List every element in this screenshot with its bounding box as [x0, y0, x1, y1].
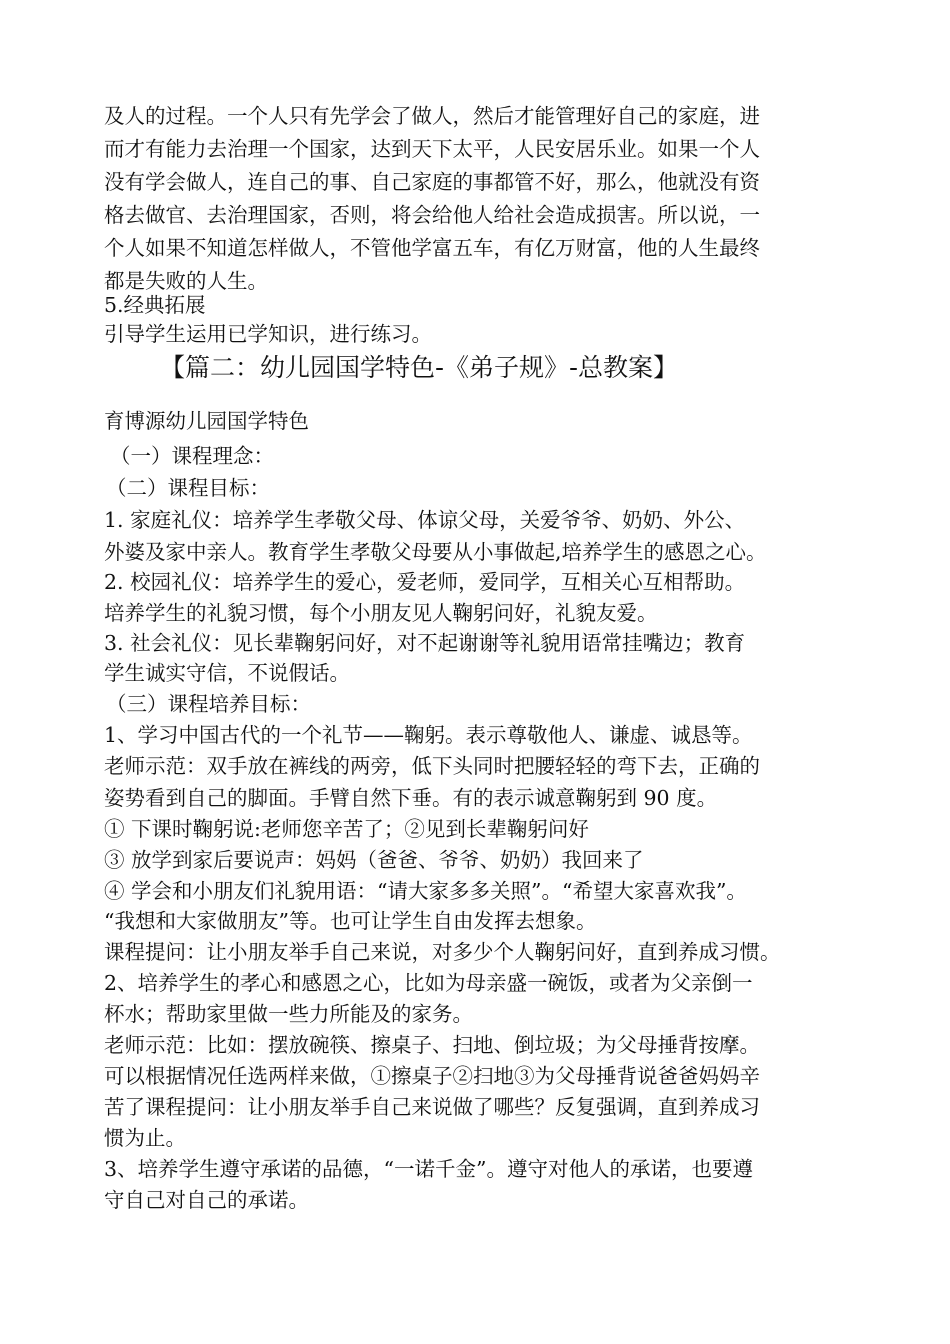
body-line: ④ 学会和小朋友们礼貌用语：“请大家多多关照”。“希望大家喜欢我”。	[104, 879, 747, 903]
paragraph-line: 格去做官、去治理国家，否则，将会给他人给社会造成损害。所以说，一	[104, 203, 760, 227]
body-line: 老师示范：双手放在裤线的两旁，低下头同时把腰轻轻的弯下去，正确的	[104, 754, 760, 778]
document-title: 【篇二：幼儿园国学特色-《弟子规》-总教案】	[160, 353, 679, 382]
paragraph-line: 都是失败的人生。	[104, 269, 268, 293]
body-line: 1. 家庭礼仪：培养学生孝敬父母、体谅父母，关爱爷爷、奶奶、外公、	[104, 508, 746, 532]
body-line: 2、培养学生的孝心和感恩之心，比如为母亲盛一碗饭，或者为父亲倒一	[104, 971, 753, 995]
section-text: 引导学生运用已学知识，进行练习。	[104, 322, 432, 346]
body-line: 守自己对自己的承诺。	[104, 1188, 309, 1212]
body-line: ③ 放学到家后要说声：妈妈（爸爸、爷爷、奶奶）我回来了	[104, 848, 644, 872]
paragraph-line: 及人的过程。一个人只有先学会了做人，然后才能管理好自己的家庭，进	[104, 104, 760, 128]
body-line: 课程提问：让小朋友举手自己来说，对多少个人鞠躬问好，直到养成习惯。	[104, 940, 781, 964]
body-line: 杯水；帮助家里做一些力所能及的家务。	[104, 1002, 473, 1026]
body-line: 外婆及家中亲人。教育学生孝敬父母要从小事做起,培养学生的感恩之心。	[104, 540, 767, 564]
body-line: （二）课程目标：	[106, 476, 270, 500]
body-line: 1、学习中国古代的一个礼节——鞠躬。表示尊敬他人、谦虚、诚恳等。	[104, 723, 753, 747]
body-line: 可以根据情况任选两样来做，①擦桌子②扫地③为父母捶背说爸爸妈妈辛	[104, 1064, 760, 1088]
body-line: 3. 社会礼仪：见长辈鞠躬问好，对不起谢谢等礼貌用语常挂嘴边；教育	[104, 631, 746, 655]
body-line: 惯为止。	[104, 1126, 186, 1150]
body-line: 3、培养学生遵守承诺的品德，“一诺千金”。遵守对他人的承诺，也要遵	[104, 1157, 754, 1181]
body-line: 2. 校园礼仪：培养学生的爱心，爱老师，爱同学，互相关心互相帮助。	[104, 570, 746, 594]
body-line: 老师示范：比如：摆放碗筷、擦桌子、扫地、倒垃圾；为父母捶背按摩。	[104, 1033, 760, 1057]
body-line: 姿势看到自己的脚面。手臂自然下垂。有的表示诚意鞠躬到 90 度。	[104, 786, 718, 810]
paragraph-line: 个人如果不知道怎样做人，不管他学富五车，有亿万财富，他的人生最终	[104, 236, 760, 260]
body-line: 苦了课程提问：让小朋友举手自己来说做了哪些？反复强调，直到养成习	[104, 1095, 760, 1119]
body-line: 学生诚实守信，不说假话。	[104, 661, 350, 685]
body-line: （三）课程培养目标：	[106, 692, 311, 716]
paragraph-line: 而才有能力去治理一个国家，达到天下太平，人民安居乐业。如果一个人	[104, 137, 760, 161]
body-line: （一）课程理念：	[110, 444, 274, 468]
body-line: 培养学生的礼貌习惯，每个小朋友见人鞠躬问好，礼貌友爱。	[104, 601, 658, 625]
body-line: “我想和大家做朋友”等。也可让学生自由发挥去想象。	[104, 909, 597, 933]
body-line: ① 下课时鞠躬说:老师您辛苦了；②见到长辈鞠躬问好	[104, 817, 589, 841]
section-heading: 5.经典拓展	[104, 293, 206, 317]
body-line: 育博源幼儿园国学特色	[104, 409, 309, 433]
paragraph-line: 没有学会做人，连自己的事、自己家庭的事都管不好，那么，他就没有资	[104, 170, 760, 194]
